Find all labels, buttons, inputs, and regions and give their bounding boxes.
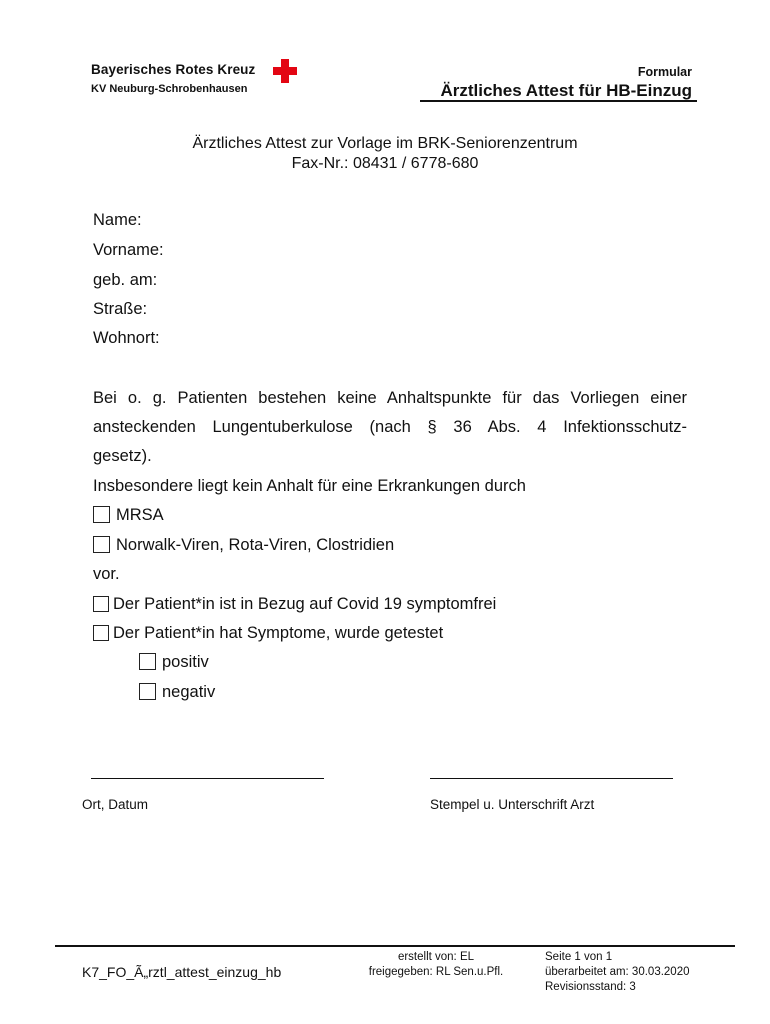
negativ-checkbox[interactable] [139, 683, 156, 700]
freigegeben: freigegeben: RL Sen.u.Pfl. [368, 966, 504, 978]
negativ-label: negativ [162, 683, 216, 701]
paragraph-line-1: Bei o. g. Patienten bestehen keine Anhaltspunkte für das Vorliegen einer [93, 389, 687, 407]
option-covid-free [93, 595, 496, 614]
covid-symptoms-label: Der Patient*in hat Symptome, wurde getestet [113, 624, 444, 642]
org-subtitle: KV Neuburg-Schrobenhausen [91, 83, 248, 95]
red-cross-logo-icon [273, 59, 297, 83]
mrsa-label: MRSA [116, 506, 164, 524]
footer-revision [545, 950, 690, 995]
field-strasse-label: Straße: [93, 300, 148, 318]
positiv-label: positiv [162, 653, 209, 671]
ort-datum-label: Ort, Datum [82, 797, 149, 812]
header-rule [420, 100, 697, 102]
covid-symptoms-checkbox[interactable] [93, 625, 109, 641]
form-title: Ärztliches Attest für HB-Einzug [440, 81, 692, 100]
option-covid-symptoms [93, 624, 443, 643]
option-viren [93, 536, 394, 555]
date-signature-line[interactable] [91, 777, 324, 779]
option-mrsa [93, 506, 164, 525]
document-id: K7_FO_Ã„rztl_attest_einzug_hb [82, 964, 282, 980]
field-vorname-label: Vorname: [93, 241, 164, 259]
covid-free-checkbox[interactable] [93, 596, 109, 612]
revisionsstand: Revisionsstand: 3 [545, 981, 636, 993]
field-name-label: Name: [93, 211, 142, 229]
viren-label: Norwalk-Viren, Rota-Viren, Clostridien [116, 536, 395, 554]
seite: Seite 1 von 1 [545, 951, 613, 963]
covid-free-label: Der Patient*in ist in Bezug auf Covid 19 symptomfrei [113, 595, 497, 613]
field-geb-am-label: geb. am: [93, 271, 158, 289]
option-positiv [139, 653, 209, 672]
insbesondere-text: Insbesondere liegt kein Anhalt für eine Erkrankungen durch [93, 477, 526, 495]
option-negativ [139, 683, 215, 702]
footer-approval [356, 950, 516, 980]
field-wohnort-label: Wohnort: [93, 329, 160, 347]
form-label: Formular [637, 65, 692, 79]
intro-heading: Ärztliches Attest zur Vorlage im BRK-Seniorenzentrum [192, 135, 578, 152]
org-name: Bayerisches Rotes Kreuz [91, 62, 256, 77]
ueberarbeitet-am: überarbeitet am: 30.03.2020 [545, 966, 690, 978]
erstellt-von: erstellt von: EL [397, 951, 475, 963]
positiv-checkbox[interactable] [139, 653, 156, 670]
viren-checkbox[interactable] [93, 536, 110, 553]
stempel-label: Stempel u. Unterschrift Arzt [430, 797, 595, 812]
vor-text: vor. [93, 565, 120, 583]
paragraph-line-2: ansteckenden Lungentuberkulose (nach § 36 Abs. 4 Infektionsschutz- [93, 418, 687, 436]
attest-paragraph [93, 384, 687, 471]
fax-number: Fax-Nr.: 08431 / 6778-680 [291, 155, 479, 172]
paragraph-line-3: gesetz). [93, 447, 152, 465]
footer-rule [55, 945, 735, 947]
doctor-signature-line[interactable] [430, 777, 673, 779]
mrsa-checkbox[interactable] [93, 506, 110, 523]
